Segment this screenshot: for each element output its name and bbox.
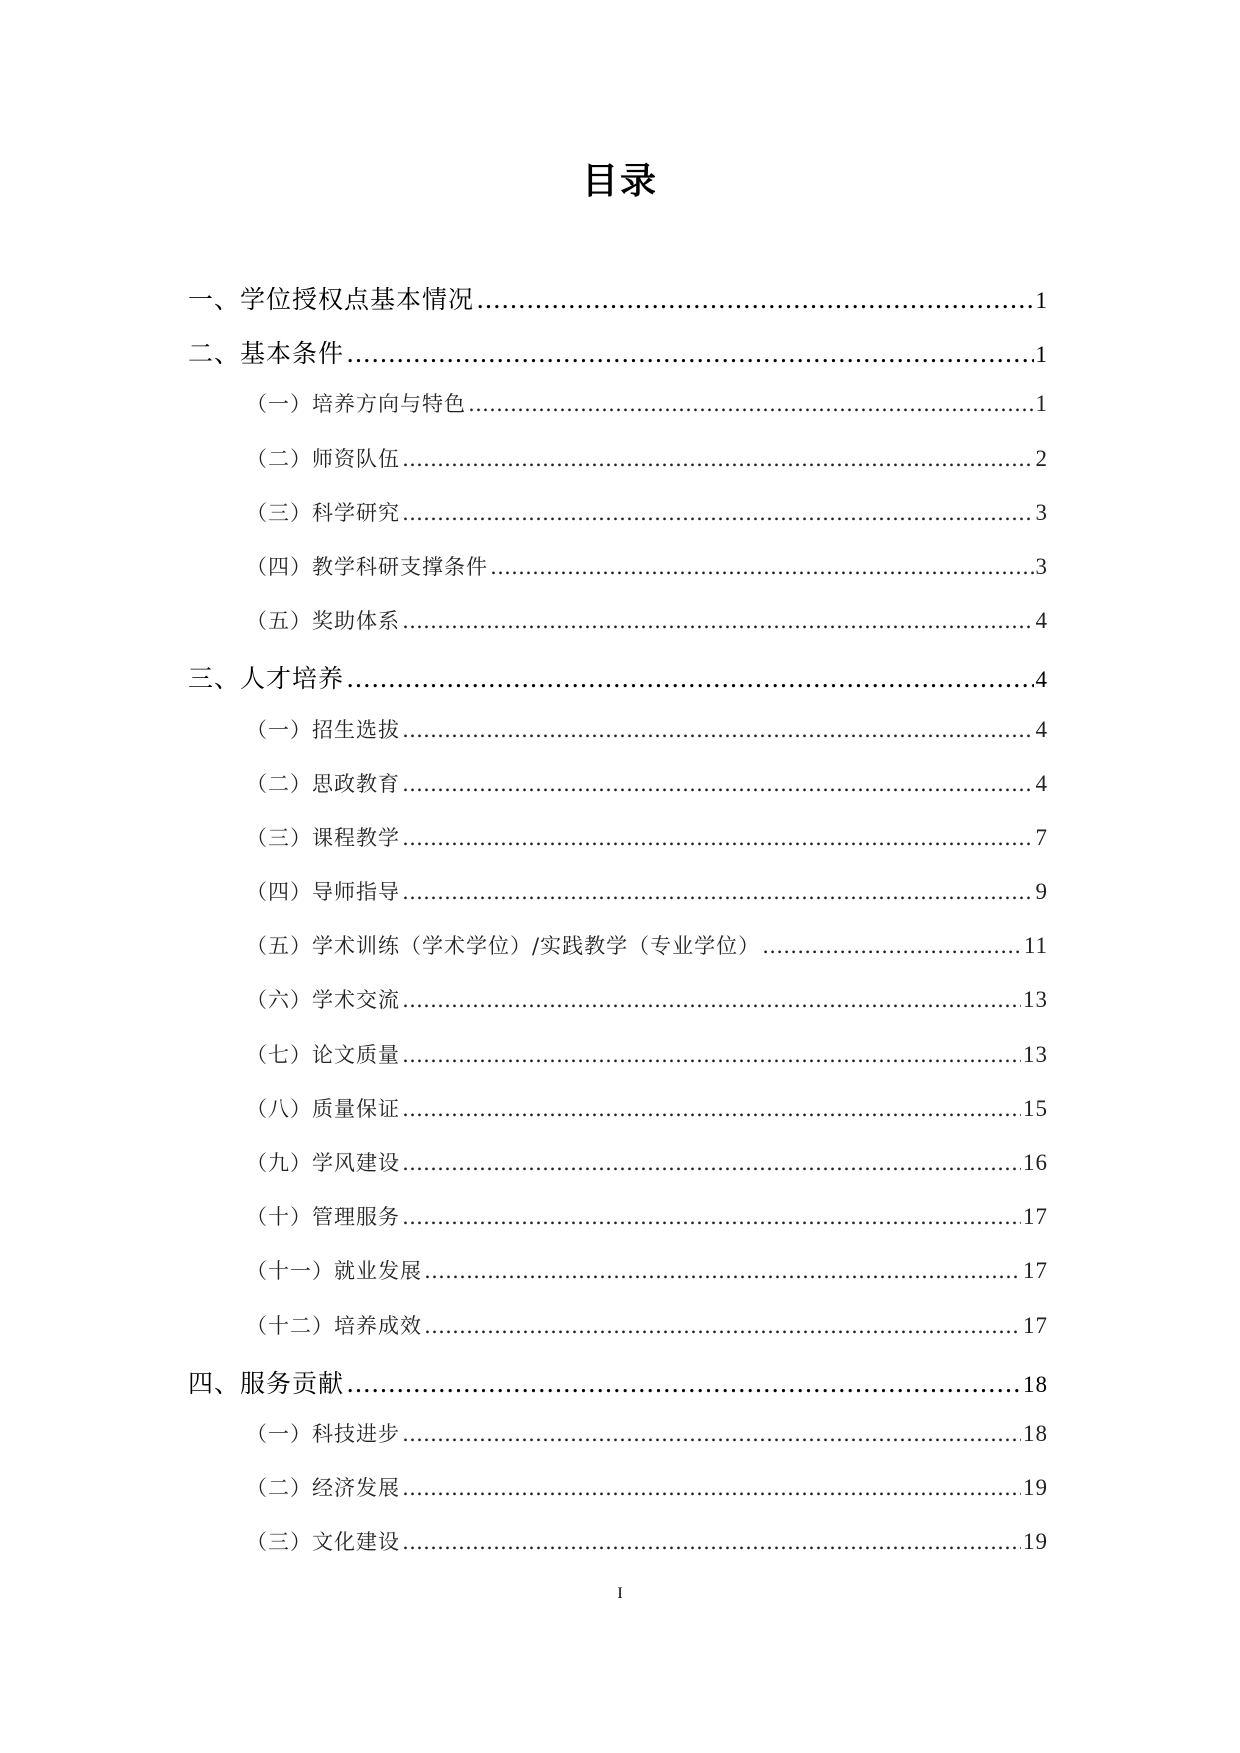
toc-dot-leader: [762, 934, 1022, 958]
toc-entry-page: 15: [1023, 1095, 1048, 1121]
toc-dot-leader: [476, 285, 1033, 314]
toc-entry[interactable]: [188, 1201, 1048, 1255]
toc-entry-page: 18: [1023, 1371, 1048, 1397]
toc-entry-label: （八）质量保证: [246, 1096, 400, 1121]
toc-entry-page: 9: [1035, 879, 1048, 905]
toc-entry-label: （二）经济发展: [246, 1476, 400, 1501]
toc-entry-label: （十二）培养成效: [246, 1313, 422, 1338]
toc-entry-label: （三）文化建设: [246, 1530, 400, 1555]
toc-entry-page: 4: [1035, 667, 1048, 693]
toc-entry-page: 2: [1035, 445, 1048, 471]
toc-dot-leader: [402, 1422, 1021, 1446]
toc-entry-page: 3: [1035, 553, 1048, 579]
toc-dot-leader: [402, 609, 1034, 633]
toc-entry-page: 4: [1035, 608, 1048, 634]
toc-dot-leader: [346, 339, 1033, 368]
toc-entry[interactable]: [188, 1147, 1048, 1201]
toc-entry-label: （三）科学研究: [246, 500, 400, 525]
toc-entry[interactable]: [188, 1255, 1048, 1309]
toc-dot-leader: [402, 1530, 1021, 1554]
toc-dot-leader: [402, 826, 1034, 850]
toc-dot-leader: [402, 1097, 1021, 1121]
toc-entry-label: （二）思政教育: [246, 771, 400, 796]
toc-entry-page: 1: [1035, 342, 1048, 368]
toc-dot-leader: [402, 447, 1034, 471]
toc-entry[interactable]: [188, 1418, 1048, 1472]
toc-dot-leader: [346, 1369, 1021, 1398]
toc-entry-label: 四、服务贡献: [188, 1368, 345, 1398]
page-title: 目录: [581, 161, 658, 202]
toc-entry[interactable]: [188, 605, 1048, 659]
toc-entry[interactable]: [188, 334, 1048, 388]
toc-entry-label: （十一）就业发展: [246, 1259, 422, 1284]
toc-entry-page: 4: [1035, 716, 1048, 742]
toc-dot-leader: [402, 501, 1034, 525]
toc-dot-leader: [468, 392, 1034, 416]
toc-entry-page: 1: [1035, 288, 1048, 313]
page-number: I: [617, 1585, 623, 1602]
toc-entry[interactable]: [188, 1039, 1048, 1093]
toc-dot-leader: [424, 1259, 1021, 1283]
toc-entry[interactable]: [188, 714, 1048, 768]
toc-dot-leader: [402, 1043, 1021, 1067]
toc-dot-leader: [490, 555, 1034, 579]
toc-entry[interactable]: [188, 1310, 1048, 1364]
toc-entry-page: 3: [1035, 499, 1048, 525]
toc-entry[interactable]: [188, 984, 1048, 1038]
toc-entry-page: 17: [1023, 1258, 1048, 1284]
toc-dot-leader: [402, 1205, 1021, 1229]
toc-dot-leader: [346, 664, 1033, 693]
toc-entry-label: （五）奖助体系: [246, 609, 400, 634]
toc-entry-page: 16: [1023, 1150, 1048, 1175]
toc-entry[interactable]: [188, 1364, 1048, 1418]
toc-entry[interactable]: [188, 443, 1048, 497]
toc-entry[interactable]: [188, 1093, 1048, 1147]
toc-dot-leader: [402, 718, 1034, 742]
toc-dot-leader: [402, 880, 1034, 904]
toc-entry[interactable]: [188, 551, 1048, 605]
toc-entry-label: （五）学术训练（学术学位）/实践教学（专业学位）: [246, 934, 761, 959]
toc-entry-page: 1: [1035, 391, 1048, 417]
toc-entry-page: 13: [1023, 1041, 1048, 1067]
toc-entry-label: （九）学风建设: [246, 1151, 400, 1175]
toc-entry-label: （十）管理服务: [246, 1205, 400, 1230]
toc-entry-page: 18: [1023, 1420, 1048, 1446]
toc-entry[interactable]: [188, 822, 1048, 876]
toc-entry-page: 11: [1023, 933, 1048, 959]
toc-entry[interactable]: [188, 388, 1048, 442]
toc-entry-page: 17: [1023, 1312, 1048, 1338]
toc-dot-leader: [402, 772, 1034, 796]
toc-entry-label: （一）培养方向与特色: [246, 392, 466, 417]
toc-dot-leader: [402, 1151, 1021, 1175]
toc-entry-label: （三）课程教学: [246, 825, 400, 850]
toc-entry-label: 三、人才培养: [188, 664, 345, 694]
toc-dot-leader: [402, 988, 1021, 1012]
toc-entry[interactable]: [188, 659, 1048, 713]
toc-entry[interactable]: [188, 876, 1048, 930]
toc-entry-label: （一）招生选拔: [246, 717, 400, 742]
toc-dot-leader: [402, 1476, 1021, 1500]
toc-entry[interactable]: [188, 930, 1048, 984]
toc-entry-label: 二、基本条件: [188, 339, 345, 369]
toc-entry-page: 19: [1023, 1475, 1048, 1501]
toc-entry-page: 7: [1035, 824, 1048, 850]
toc-dot-leader: [424, 1314, 1021, 1338]
toc-entry[interactable]: [188, 1526, 1048, 1580]
toc-entry-label: （四）教学科研支撑条件: [246, 554, 488, 579]
toc-entry-label: 一、学位授权点基本情况: [188, 285, 475, 314]
toc-entry-label: （七）论文质量: [246, 1042, 400, 1067]
toc-entry-page: 13: [1023, 987, 1048, 1013]
toc-entry[interactable]: [188, 1472, 1048, 1526]
toc-entry-label: （一）科技进步: [246, 1421, 400, 1446]
toc-entry-label: （二）师资队伍: [246, 446, 400, 471]
toc-entry[interactable]: [188, 768, 1048, 822]
toc-entry[interactable]: [188, 497, 1048, 551]
toc-entry-page: 17: [1023, 1204, 1048, 1230]
table-of-contents: [188, 280, 1048, 1581]
toc-entry-page: 19: [1023, 1529, 1048, 1555]
toc-entry-label: （四）导师指导: [246, 880, 400, 905]
toc-entry-page: 4: [1035, 770, 1048, 796]
toc-entry[interactable]: [188, 280, 1048, 334]
toc-entry-label: （六）学术交流: [246, 988, 400, 1013]
